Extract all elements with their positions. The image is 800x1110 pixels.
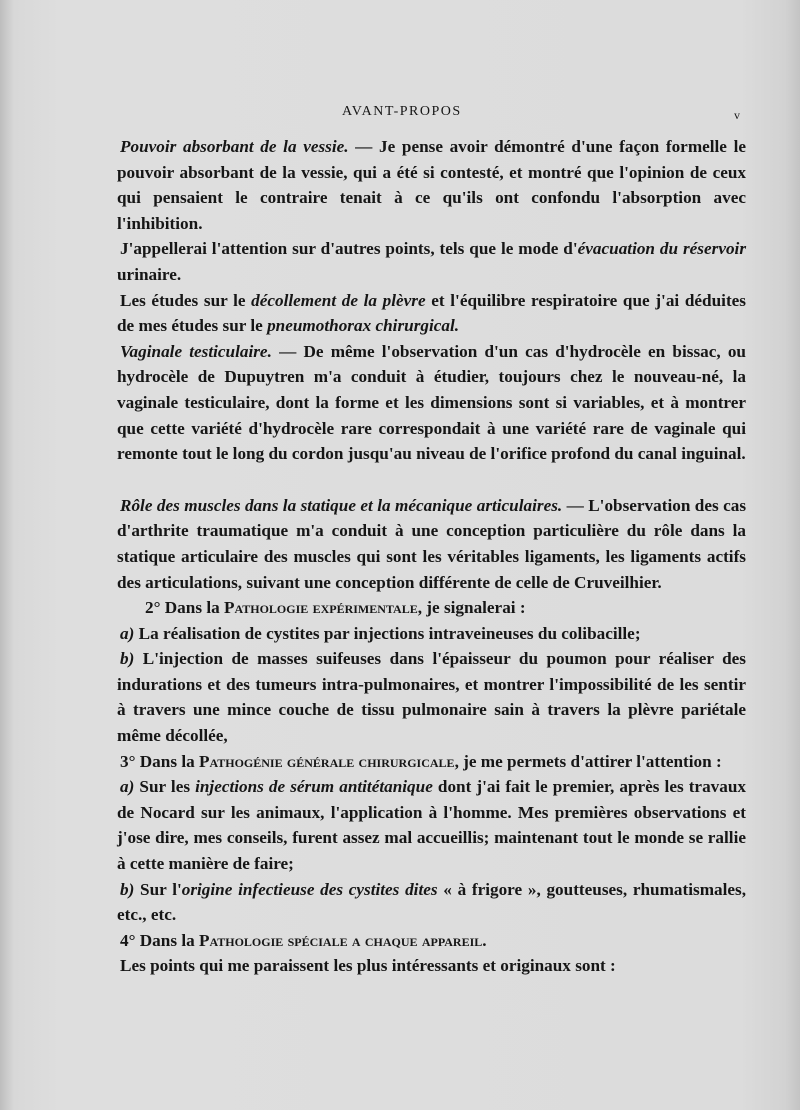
list-label: a) <box>120 777 135 797</box>
running-title: AVANT-PROPOS <box>342 104 462 119</box>
italic-run: origine infectieuse des cystites dites <box>181 879 438 899</box>
text-run: , je signalerai : <box>417 598 526 618</box>
list-item-b2 <box>117 877 746 928</box>
paragraph-text: — Je pense avoir démontré d'une façon formelle le pouvoir absorbant de la vessie, qui a été si contesté, et montré que l'opinion de ceux qui pensaient le contraire tenait à ce qu'ils ont confondu l'absorption avec l'inhibition. <box>117 137 746 233</box>
italic-run: pneumothorax chirurgical. <box>267 316 460 336</box>
body-text <box>117 134 746 979</box>
paragraph-text: — L'observation des cas d'arthrite traumatique m'a conduit à une conception particulière du rôle dans la statique articulaire des muscles qui sont les véritables ligaments, les ligaments actifs des articulations, suivant une conception différente de celle de Cruveilhier. <box>117 495 747 592</box>
text-run: La réalisation de cystites par injections intraveineuses du colibacille; <box>134 623 641 643</box>
paragraph-pathologie-speciale <box>117 928 746 954</box>
list-label: b) <box>120 649 135 669</box>
paragraph-muscles <box>117 493 746 595</box>
list-label: b) <box>120 879 135 899</box>
text-run: Sur les <box>134 777 196 797</box>
text-run: dont j'ai fait le premier, après les travaux de Nocard sur les animaux, l'application à l'homme. Mes premières observations et j'ose dire, mes conseils, furent assez mal accueillis; maintenant tout le monde se rallie à cette manière de faire; <box>117 777 746 874</box>
paragraph-title: Pouvoir absorbant de la vessie. <box>120 137 349 156</box>
page-number: v <box>734 108 740 122</box>
text-run: , je me permets d'attirer l'attention : <box>454 751 722 771</box>
running-head <box>117 104 746 134</box>
text-run: Les études sur le <box>120 290 252 310</box>
paragraph-text: — De même l'observation d'un cas d'hydrocèle en bissac, ou hydrocèle de Dupuytren m'a conduit à étudier, toujours chez le nouveau-né, la vaginale testiculaire, dont la forme et les dimensions sont si variables, et à montrer que cette variété d'hydrocèle rare correspondait à une variété rare de vaginale qui remonte tout le long du cordon jusqu'au niveau de l'orifice profond du canal inguinal. <box>117 341 746 464</box>
paragraph-title: Vaginale testiculaire. <box>120 341 272 361</box>
text-run: 4° Dans la <box>120 930 199 950</box>
paragraph-pathologie-experimentale <box>117 595 746 621</box>
small-caps-run: Pathologie expérimentale <box>223 598 418 618</box>
text-run: 2° Dans la <box>145 598 224 618</box>
list-item-b <box>117 646 746 748</box>
small-caps-run: Pathogénie générale chirurgicale <box>198 751 455 771</box>
text-run: « à frigore », goutteuses, rhumatismales, etc., etc. <box>117 879 746 925</box>
text-run: Les points qui me paraissent les plus intéressants et originaux sont : <box>120 956 616 976</box>
paragraph-evacuation <box>117 236 746 287</box>
paragraph-plevre <box>117 288 746 339</box>
text-run: Sur l' <box>134 879 182 899</box>
text-run: J'appellerai l'attention sur d'autres points, tels que le mode d' <box>120 239 578 259</box>
italic-run: injections de sérum antitétanique <box>195 777 433 797</box>
text-run: urinaire. <box>117 264 182 284</box>
list-label: a) <box>120 623 135 643</box>
italic-run: décollement de la plèvre <box>251 290 426 310</box>
paragraph-points <box>117 953 746 979</box>
italic-run: évacuation du réservoir <box>577 239 747 259</box>
list-item-a <box>117 621 746 647</box>
paragraph-pathogenie <box>117 749 746 775</box>
small-caps-run: Pathologie spéciale a chaque appareil. <box>198 930 487 950</box>
text-run: L'injection de masses suifeuses dans l'épaisseur du poumon pour réaliser des indurations et des tumeurs intra-pulmonaires, et montrer l'impossibilité de les sentir à travers une mince couche de tissu pulmonaire sain à travers la plèvre pariétale même décollée, <box>117 649 746 746</box>
paragraph-vessie <box>117 134 746 236</box>
text-run: et l'équilibre respiratoire que j'ai déduites de mes études sur le <box>117 290 746 336</box>
list-item-a2 <box>117 774 746 876</box>
text-run: 3° Dans la <box>120 751 199 771</box>
paragraph-spacer <box>117 467 746 493</box>
paragraph-vaginale <box>117 339 746 467</box>
paragraph-title: Rôle des muscles dans la statique et la mécanique articulaires. <box>120 495 563 515</box>
